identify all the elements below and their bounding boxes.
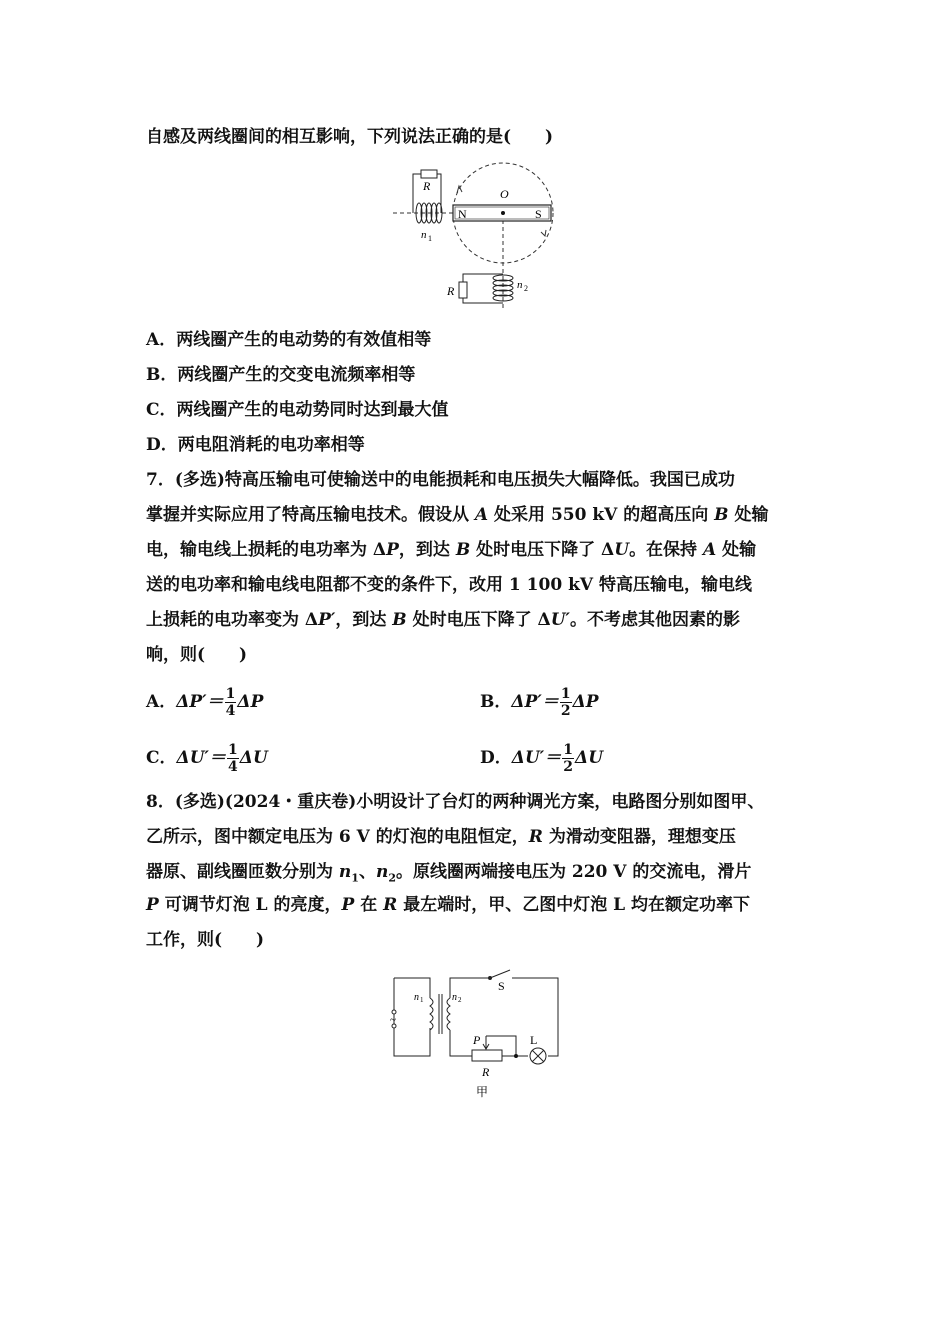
q7-option-b: B．ΔP′＝ $\frac{1}{2}$ ΔP (480, 686, 599, 719)
q6-stem: 自感及两线圈间的相互影响，下列说法正确的是( ) (146, 127, 554, 147)
rheostat-r-label: R (482, 1065, 490, 1079)
q7-line-6: 响，则( ) (146, 645, 248, 665)
q7-option-a: A．ΔP′＝ $\frac{1}{4}$ ΔP (146, 686, 264, 719)
switch-s-label: S (498, 979, 505, 993)
q7-option-d: D．ΔU′＝ $\frac{1}{2}$ ΔU (480, 742, 604, 775)
q7-line-4: 送的电功率和输电线电阻都不变的条件下，改用 1 100 kV 特高压输电，输电线 (146, 575, 752, 595)
coil-n1 (413, 170, 442, 223)
svg-text:2: 2 (458, 996, 462, 1004)
q8-line-5: 工作，则( ) (146, 930, 265, 950)
q7-line-1: 7．(多选)特高压输电可使输送中的电能损耗和电压损失大幅降低。我国已成功 (146, 470, 735, 490)
rotation-arrow-icon (457, 186, 462, 193)
svg-text:1: 1 (420, 996, 424, 1004)
coil-n2 (459, 274, 513, 303)
slider-p-label: P (473, 1033, 481, 1047)
q8-line-3: 器原、副线圈匝数分别为 $n_1$、$n_2$。原线圈两端接电压为 220 V 的交流电，滑片 (146, 862, 752, 885)
q7-line-2: 掌握并实际应用了特高压输电技术。假设从 A 处采用 550 kV 的超高压向 B 处输 (146, 505, 769, 525)
q6-option-b: B．两线圈产生的交变电流频率相等 (146, 365, 416, 385)
q6-option-d: D．两电阻消耗的电功率相等 (146, 435, 365, 455)
q7-line-5: 上损耗的电功率变为 ΔP′，到达 B 处时电压下降了 ΔU′。不考虑其他因素的影 (146, 610, 741, 630)
svg-text:2: 2 (524, 284, 528, 293)
q8-figure-jia (380, 968, 580, 1103)
r-top-label: R (423, 179, 431, 193)
q8-line-4: P 可调节灯泡 L 的亮度，P 在 R 最左端时，甲、乙图中灯泡 L 均在额定功率下 (146, 895, 751, 915)
q6-option-c: C．两线圈产生的电动势同时达到最大值 (146, 400, 449, 420)
center-o-label: O (500, 187, 509, 201)
rotation-arrow-icon (541, 230, 546, 236)
svg-text:n: n (517, 279, 523, 291)
r-bottom-label: R (447, 284, 455, 298)
q7-option-c: C．ΔU′＝ $\frac{1}{4}$ ΔU (146, 742, 268, 775)
q6-figure (385, 160, 585, 310)
figure-caption: 甲 (476, 1085, 489, 1099)
svg-text:n: n (452, 992, 457, 1003)
q8-line-2: 乙所示，图中额定电压为 6 V 的灯泡的电阻恒定，R 为滑动变阻器，理想变压 (146, 827, 736, 847)
ac-source-icon: ~ (390, 1014, 396, 1026)
lamp-l-label: L (530, 1033, 538, 1047)
svg-text:1: 1 (428, 234, 432, 243)
svg-text:n: n (421, 229, 427, 241)
q6-option-a: A．两线圈产生的电动势的有效值相等 (146, 330, 432, 350)
q8-line-1: 8．(多选)(2024・重庆卷)小明设计了台灯的两种调光方案，电路图分别如图甲、 (146, 792, 765, 812)
q7-line-3: 电，输电线上损耗的电功率为 ΔP，到达 B 处时电压下降了 ΔU。在保持 A 处输 (146, 540, 757, 560)
magnet-n-pole: N (458, 207, 467, 221)
svg-text:n: n (414, 992, 419, 1003)
magnet-s-pole: S (535, 207, 542, 221)
